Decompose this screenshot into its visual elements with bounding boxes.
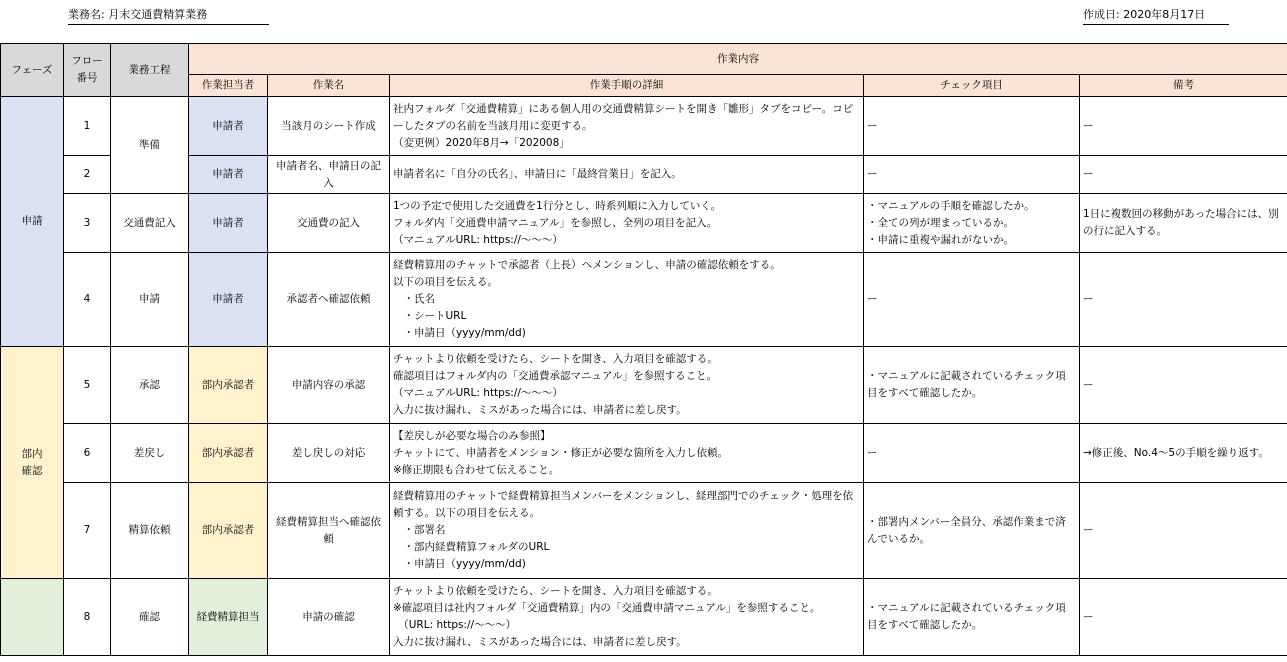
remarks-cell[interactable]: ー (1080, 579, 1287, 656)
check-cell[interactable]: ・マニュアルに記載されているチェック項目をすべて確認したか。 (864, 347, 1080, 424)
header-flow-no[interactable]: フロー番号 (64, 44, 111, 97)
flow-no-cell[interactable]: 1 (64, 97, 111, 156)
remarks-cell[interactable]: ー (1080, 347, 1287, 424)
process-cell[interactable]: 差戻し (111, 424, 189, 483)
worker-cell[interactable]: 経費精算担当 (189, 579, 268, 656)
check-cell[interactable]: ・マニュアルの手順を確認したか。 ・全ての列が埋まっているか。 ・申請に重複や漏れがないか。 (864, 194, 1080, 253)
task-name-cell[interactable]: 申請内容の承認 (268, 347, 390, 424)
check-cell[interactable]: ー (864, 253, 1080, 347)
worker-cell[interactable]: 申請者 (189, 194, 268, 253)
remarks-cell[interactable]: ー (1080, 253, 1287, 347)
remarks-cell[interactable]: ー (1080, 97, 1287, 156)
created-date-label: 作成日: 2020年8月17日 (1083, 6, 1229, 25)
header-worker[interactable]: 作業担当者 (189, 75, 268, 97)
task-name-cell[interactable]: 申請者名、申請日の記入 (268, 156, 390, 194)
task-name-cell[interactable]: 経費精算担当へ確認依頼 (268, 483, 390, 579)
business-name-label: 業務名: 月末交通費精算業務 (68, 6, 269, 25)
check-cell[interactable]: ー (864, 97, 1080, 156)
header-task-name[interactable]: 作業名 (268, 75, 390, 97)
worker-cell[interactable]: 申請者 (189, 156, 268, 194)
flow-no-cell[interactable]: 8 (64, 579, 111, 656)
flow-no-cell[interactable]: 4 (64, 253, 111, 347)
remarks-cell[interactable]: ー (1080, 483, 1287, 579)
header-phase[interactable]: フェーズ (1, 44, 64, 97)
procedure-cell[interactable]: 申請者名に「自分の氏名」、申請日に「最終営業日」を記入。 (390, 156, 864, 194)
task-name-cell[interactable]: 当該月のシート作成 (268, 97, 390, 156)
flow-no-cell[interactable]: 6 (64, 424, 111, 483)
process-cell[interactable]: 申請 (111, 253, 189, 347)
worker-cell[interactable]: 部内承認者 (189, 347, 268, 424)
flow-no-cell[interactable]: 3 (64, 194, 111, 253)
procedure-cell[interactable]: チャットより依頼を受けたら、シートを開き、入力項目を確認する。 ※確認項目は社内フォルダ「交通費精算」内の「交通費申請マニュアル」を参照すること。 （URL: https://～～～） 入力に抜け漏れ、ミスがあった場合には、申請者に差し戻す。 (390, 579, 864, 656)
check-cell[interactable]: ー (864, 424, 1080, 483)
remarks-cell[interactable]: 1日に複数回の移動があった場合には、別の行に記入する。 (1080, 194, 1287, 253)
phase-cell-settlement[interactable] (1, 579, 64, 656)
process-cell[interactable]: 承認 (111, 347, 189, 424)
header-procedure[interactable]: 作業手順の詳細 (390, 75, 864, 97)
worker-cell[interactable]: 申請者 (189, 253, 268, 347)
flow-no-cell[interactable]: 7 (64, 483, 111, 579)
task-name-cell[interactable]: 差し戻しの対応 (268, 424, 390, 483)
task-name-cell[interactable]: 申請の確認 (268, 579, 390, 656)
check-cell[interactable]: ー (864, 156, 1080, 194)
process-cell[interactable]: 精算依頼 (111, 483, 189, 579)
procedure-cell[interactable]: 経費精算用のチャットで経費精算担当メンバーをメンションし、経理部門でのチェック・処理を依頼する。以下の項目を伝える。 ・部署名 ・部内経費精算フォルダのURL ・申請日（yyyy/mm/dd) (390, 483, 864, 579)
worker-cell[interactable]: 部内承認者 (189, 483, 268, 579)
procedure-cell[interactable]: チャットより依頼を受けたら、シートを開き、入力項目を確認する。 確認項目はフォルダ内の「交通費承認マニュアル」を参照すること。 （マニュアルURL: https://～～～） 入力に抜け漏れ、ミスがあった場合には、申請者に差し戻す。 (390, 347, 864, 424)
worker-cell[interactable]: 申請者 (189, 97, 268, 156)
task-name-cell[interactable]: 交通費の記入 (268, 194, 390, 253)
worker-cell[interactable]: 部内承認者 (189, 424, 268, 483)
phase-cell-dept-check[interactable]: 部内 確認 (1, 347, 64, 579)
workflow-table (0, 43, 1287, 656)
procedure-cell[interactable]: 経費精算用のチャットで承認者（上長）へメンションし、申請の確認依頼をする。 以下の項目を伝える。 ・氏名 ・シートURL ・申請日（yyyy/mm/dd) (390, 253, 864, 347)
process-cell[interactable]: 準備 (111, 97, 189, 194)
header-process[interactable]: 業務工程 (111, 44, 189, 97)
remarks-cell[interactable]: →修正後、No.4～5の手順を繰り返す。 (1080, 424, 1287, 483)
check-cell[interactable]: ・部署内メンバー全員分、承認作業まで済んでいるか。 (864, 483, 1080, 579)
flow-no-cell[interactable]: 2 (64, 156, 111, 194)
task-name-cell[interactable]: 承認者へ確認依頼 (268, 253, 390, 347)
remarks-cell[interactable]: ー (1080, 156, 1287, 194)
flow-no-cell[interactable]: 5 (64, 347, 111, 424)
check-cell[interactable]: ・マニュアルに記載されているチェック項目をすべて確認したか。 (864, 579, 1080, 656)
procedure-cell[interactable]: 1つの予定で使用した交通費を1行分とし、時系列順に入力していく。 フォルダ内「交通費申請マニュアル」を参照し、全列の項目を記入。 （マニュアルURL: https://～～～） (390, 194, 864, 253)
process-cell[interactable]: 確認 (111, 579, 189, 656)
process-cell[interactable]: 交通費記入 (111, 194, 189, 253)
procedure-cell[interactable]: 【差戻しが必要な場合のみ参照】 チャットにて、申請者をメンション・修正が必要な箇所を入力し依頼。 ※修正期限も合わせて伝えること。 (390, 424, 864, 483)
procedure-cell[interactable]: 社内フォルダ「交通費精算」にある個人用の交通費精算シートを開き「雛形」タブをコピー。コピーしたタブの名前を当該月用に変更する。 （変更例）2020年8月→「202008」 (390, 97, 864, 156)
phase-cell-apply[interactable]: 申請 (1, 97, 64, 347)
header-remarks[interactable]: 備考 (1080, 75, 1287, 97)
header-work-content[interactable]: 作業内容 (189, 44, 1287, 75)
header-check[interactable]: チェック項目 (864, 75, 1080, 97)
